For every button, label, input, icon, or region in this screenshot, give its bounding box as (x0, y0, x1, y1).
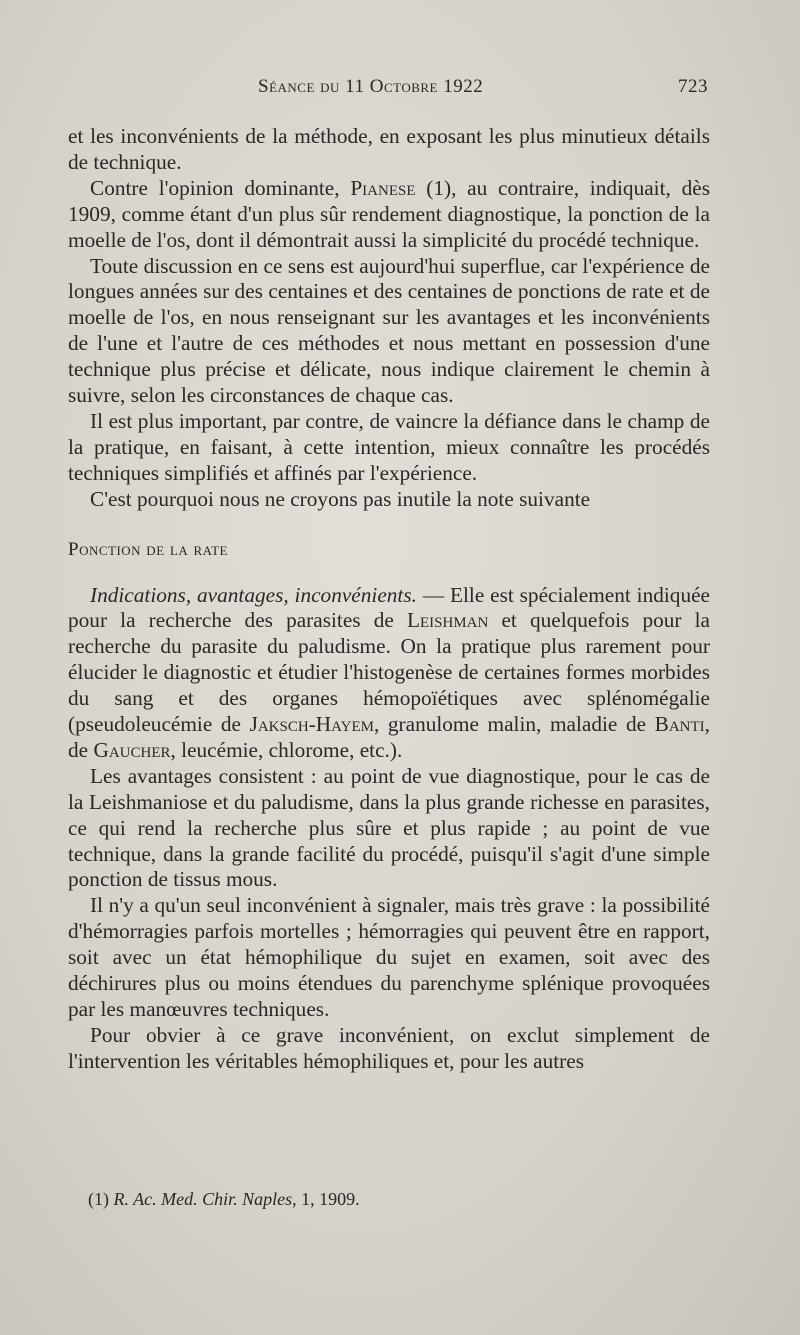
paragraph-2 (68, 176, 710, 254)
footnote-rest: , 1, 1909. (292, 1189, 360, 1209)
section-title: Ponction de la rate (68, 538, 228, 560)
paragraph-6-text-c: , granulome malin, maladie de (373, 712, 655, 737)
paragraph-6-text-b: et quelquefois pour la recherche du parasite du paludisme. On la pratique plus rarement pour élucider le diagnostic et étudier l'histogenèse de certaines formes morbides du sang et des organes hémopoïétiques avec splénomégalie (pseudoleucémie de (68, 608, 710, 737)
paragraph-6 (68, 583, 710, 764)
footnote (88, 1189, 688, 1210)
footnote-mark: (1) (88, 1189, 114, 1209)
paragraph-4 (68, 409, 710, 487)
paragraph-1-text: et les inconvénients de la méthode, en exposant les plus minutieux détails de technique. (68, 124, 710, 174)
name-banti: Banti (654, 712, 705, 737)
paragraph-9 (68, 1023, 710, 1075)
paragraph-5 (68, 487, 710, 513)
paragraph-7-text: Les avantages consistent : au point de vue diagnostique, pour le cas de la Leishmaniose et du paludisme, dans la plus grande richesse en parasites, ce qui rend la recherche plus sûre et plus rapide ; au point de vue technique, dans la grande facilité du procédé, puisqu'il s'agit d'une simple ponction de tissus mous. (68, 763, 710, 892)
paragraph-6-text-a: — Elle est spécialement indiquée pour la recherche des parasites de (68, 582, 711, 633)
paragraph-1 (68, 124, 710, 176)
name-jaksch-hayem: Jaksch-Hayem (249, 712, 374, 737)
page-header (68, 76, 708, 106)
footnote-source: R. Ac. Med. Chir. Naples (113, 1189, 293, 1209)
body-text (68, 124, 710, 1075)
page-number: 723 (678, 76, 708, 97)
paragraph-7 (68, 764, 710, 894)
paragraph-3-text: Toute discussion en ce sens est aujourd'hui superflue, car l'expérience de longues années sur des centaines et des centaines de ponctions de rate et de moelle de l'os, en nous renseignant sur les avantages et les inconvénients de l'une et l'autre de ces méthodes et nous mettant en possession d'une technique plus précise et délicate, nous indique clairement le chemin à suivre, selon les circonstances de chaque cas. (68, 253, 710, 408)
paragraph-6-text-d: , de (68, 712, 710, 762)
author-name-pianese: Pianese (350, 175, 416, 200)
paragraph-2-text-a: Contre l'opinion dominante, (90, 175, 351, 200)
paragraph-4-text: Il est plus important, par contre, de vaincre la défiance dans le champ de la pratique, en faisant, à cette intention, mieux connaître les procédés techniques simplifiés et affinés par l'expérience. (68, 408, 710, 485)
paragraph-3 (68, 254, 710, 409)
name-gaucher: Gaucher (93, 737, 171, 762)
name-leishman: Leishman (406, 608, 489, 633)
paragraph-6-text-e: , leucémie, chlorome, etc.). (170, 737, 403, 762)
paragraph-5-text: C'est pourquoi nous ne croyons pas inutile la note suivante (90, 486, 591, 511)
paragraph-2-text-b: (1), au contraire, indiquait, dès 1909, comme étant d'un plus sûr rendement diagnostique, la ponction de la moelle de l'os, dont il démontrait aussi la simplicité du procédé technique. (68, 175, 710, 252)
paragraph-6-italic-lead: Indications, avantages, inconvénients. (90, 582, 417, 607)
running-title: Séance du 11 Octobre 1922 (258, 76, 484, 97)
paragraph-8-text: Il n'y a qu'un seul inconvénient à signaler, mais très grave : la possibilité d'hémorragies parfois mortelles ; hémorragies qui peuvent être en rapport, soit avec un état hémophilique du sujet en examen, soit avec des déchirures plus ou moins étendues du parenchyme splénique provoquées par les manœuvres techniques. (68, 893, 710, 1021)
paragraph-8 (68, 893, 710, 1023)
paragraph-9-text: Pour obvier à ce grave inconvénient, on exclut simplement de l'intervention les véritables hémophiliques et, pour les autres (68, 1022, 710, 1073)
